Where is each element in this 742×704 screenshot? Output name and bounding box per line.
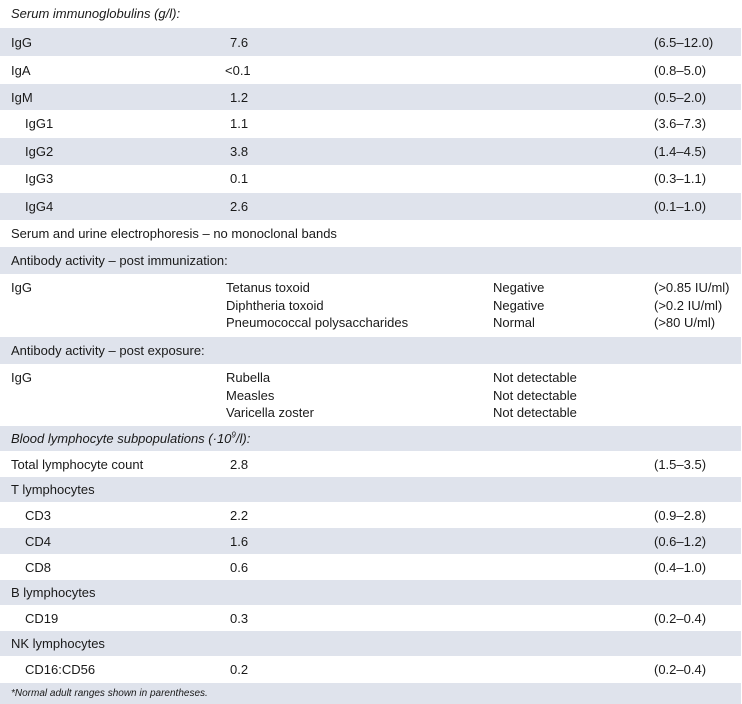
table-row	[0, 28, 741, 56]
row-value: 0.3	[230, 611, 249, 626]
row-label: Total lymphocyte count	[11, 457, 144, 472]
electrophoresis-row	[0, 220, 741, 247]
row-reference-range: (0.3–1.1)	[654, 171, 707, 186]
row-label: CD16:CD56	[25, 662, 96, 677]
row-label: IgG	[11, 280, 32, 295]
row-label: IgG	[11, 370, 32, 385]
row-value: 2.8	[230, 457, 249, 472]
row-value: 1.6	[230, 534, 249, 549]
test-reference-ranges	[654, 279, 730, 332]
row-label: IgG1	[25, 116, 54, 131]
table-row	[0, 274, 741, 337]
section-title: Antibody activity – post exposure:	[11, 343, 205, 358]
test-results	[493, 369, 577, 422]
row-label: IgG	[11, 35, 32, 50]
table-row	[0, 605, 741, 631]
section-header-lymphocyte-subpopulations	[0, 426, 741, 451]
table-row	[0, 502, 741, 528]
table-row	[0, 451, 741, 477]
row-reference-range: (0.4–1.0)	[654, 560, 707, 575]
table-row	[0, 193, 741, 220]
exponent: 9	[231, 430, 236, 440]
section-header-post-immunization	[0, 247, 741, 274]
row-value: 0.6	[230, 560, 249, 575]
row-value: 1.1	[230, 116, 249, 131]
row-reference-range: (0.8–5.0)	[654, 63, 707, 78]
row-value: 1.2	[230, 90, 249, 105]
row-label: IgG4	[25, 199, 54, 214]
row-label: IgA	[11, 63, 31, 78]
row-reference-range: (6.5–12.0)	[654, 35, 714, 50]
row-label: IgM	[11, 90, 33, 105]
test-result: Normal	[493, 315, 535, 330]
table-row	[0, 165, 741, 193]
subheader-b-lymphocytes	[0, 580, 741, 605]
row-label: CD19	[25, 611, 59, 626]
row-label: CD8	[25, 560, 52, 575]
test-result: Not detectable	[493, 405, 577, 420]
subheader-label: NK lymphocytes	[11, 636, 105, 651]
section-title: Serum immunoglobulins (g/l):	[11, 6, 181, 21]
test-name: Pneumococcal polysaccharides	[226, 315, 409, 330]
test-name: Tetanus toxoid	[226, 280, 310, 295]
subheader-nk-lymphocytes	[0, 631, 741, 656]
row-reference-range: (0.2–0.4)	[654, 611, 707, 626]
test-name: Measles	[226, 387, 275, 403]
table-row	[0, 364, 741, 426]
row-label: IgG3	[25, 171, 54, 186]
section-title: Blood lymphocyte subpopulations $(\cdot 10^9/l)$:	[11, 430, 251, 446]
row-value: 2.2	[230, 508, 249, 523]
table-row	[0, 84, 741, 110]
section-title: Antibody activity – post immunization:	[11, 253, 228, 268]
section-header-serum-immunoglobulins	[0, 0, 741, 28]
row-reference-range: (0.2–0.4)	[654, 662, 707, 677]
test-results	[493, 279, 544, 332]
test-names	[226, 369, 314, 422]
electrophoresis-text: Serum and urine electrophoresis – no monoclonal bands	[11, 226, 337, 241]
table-row	[0, 656, 741, 683]
test-name: Rubella	[226, 370, 271, 385]
row-label: IgG2	[25, 144, 54, 159]
row-reference-range: (0.9–2.8)	[654, 508, 707, 523]
table-row	[0, 554, 741, 580]
row-value: <0.1	[225, 63, 251, 78]
footnote: *Normal adult ranges shown in parentheses.	[11, 688, 208, 699]
footnote-row	[0, 683, 741, 704]
table-row	[0, 110, 741, 138]
row-reference-range: (1.5–3.5)	[654, 457, 707, 472]
test-reference-range: (>0.85 IU/ml)	[654, 280, 730, 295]
subheader-t-lymphocytes	[0, 477, 741, 502]
test-result: Not detectable	[493, 387, 577, 403]
row-value: 7.6	[230, 35, 249, 50]
row-reference-range: (1.4–4.5)	[654, 144, 707, 159]
row-label: CD4	[25, 534, 52, 549]
row-reference-range: (3.6–7.3)	[654, 116, 707, 131]
test-names	[226, 279, 408, 332]
test-result: Negative	[493, 297, 545, 313]
row-reference-range: (0.5–2.0)	[654, 90, 707, 105]
table-row	[0, 138, 741, 165]
test-name: Varicella zoster	[226, 405, 314, 420]
test-result: Negative	[493, 280, 545, 295]
test-result: Not detectable	[493, 370, 577, 385]
test-reference-range: (>0.2 IU/ml)	[654, 297, 723, 313]
section-header-post-exposure	[0, 337, 741, 364]
row-reference-range: (0.6–1.2)	[654, 534, 707, 549]
table-row	[0, 528, 741, 554]
row-value: 0.2	[230, 662, 249, 677]
subheader-label: T lymphocytes	[11, 482, 95, 497]
test-reference-range: (>80 U/ml)	[654, 315, 716, 330]
test-name: Diphtheria toxoid	[226, 297, 324, 313]
row-value: 3.8	[230, 144, 249, 159]
row-value: 2.6	[230, 199, 249, 214]
row-reference-range: (0.1–1.0)	[654, 199, 707, 214]
row-value: 0.1	[230, 171, 249, 186]
subheader-label: B lymphocytes	[11, 585, 96, 600]
row-label: CD3	[25, 508, 52, 523]
table-row	[0, 56, 741, 84]
